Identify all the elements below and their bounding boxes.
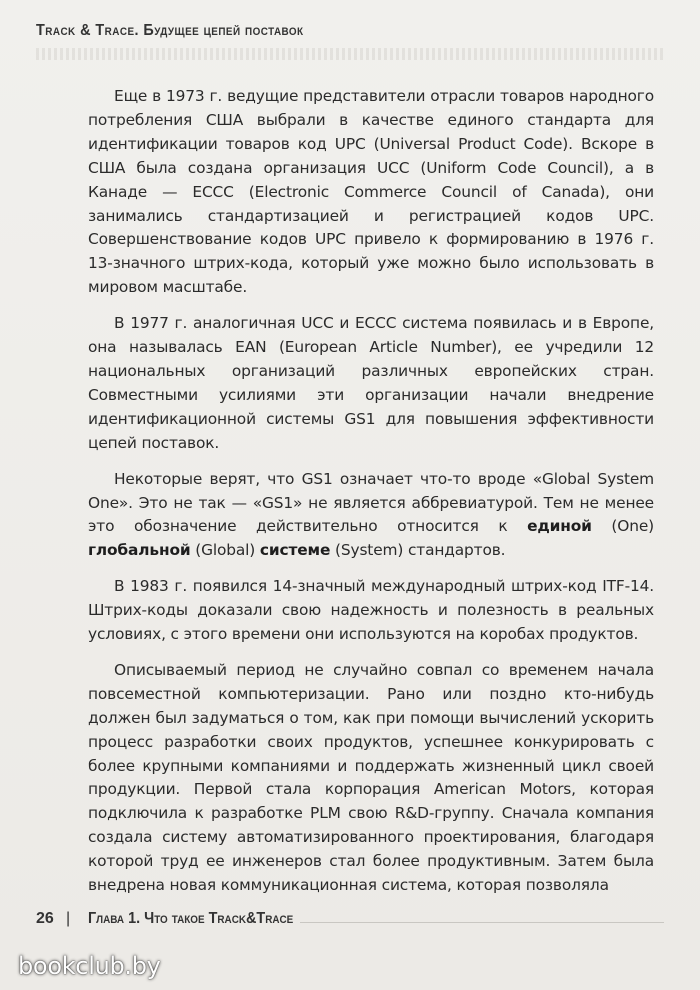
paragraph-3-text-2: (One) <box>591 517 654 536</box>
paragraph-5: Описываемый период не случайно совпал со временем начала повсеместной компьютеризации. Рано или поздно кто-нибудь должен был задуматься о том, как при помощи вычислений ускорить процесс разработки своих продуктов, успешнее конкурировать с более крупными компаниями и поддержать жизненный цикл своей продукции. Первой стала корпорация American Motors, которая подключила к разработке PLM свою R&D-группу. Сначала компания создала систему автоматизированного проектирования, благодаря которой труд ее инженеров стал более продуктивным. Затем была внедрена новая коммуникационная система, которая позволяла <box>88 660 654 895</box>
bold-term-system: системе <box>259 541 331 560</box>
footer-separator: | <box>66 910 71 927</box>
body-text <box>88 85 654 910</box>
page-number: 26 <box>36 910 54 927</box>
paragraph-3-text-3: (Global) <box>190 541 260 560</box>
bold-term-one: единой <box>527 517 592 536</box>
header-bleed-through <box>36 48 664 60</box>
paragraph-4: В 1983 г. появился 14-значный международный штрих-код ITF-14. Штрих-коды доказали свою надежность и полезность в реальных условиях, с этого времени они используются на коробах продуктов. <box>88 577 654 644</box>
paragraph-3-text-4: (System) стандартов. <box>330 541 506 560</box>
chapter-title: Глава 1. Что такое Track&Trace <box>88 910 294 927</box>
paragraph-1: Еще в 1973 г. ведущие представители отрасли товаров народного потребления США выбрали в качестве единого стандарта для идентификации товаров код UPC (Universal Product Code). Вскоре в США была создана организация UCC (Uniform Code Council), а в Канаде — ECCC (Electronic Commerce Council of Canada), они занимались стандартизацией и регистрацией кодов UPC. Совершенствование кодов UPC привело к формированию в 1976 г. 13-значного штрих-кода, который уже можно было использовать в мировом масштабе. <box>88 87 654 297</box>
running-head: Track & Trace. Будущее цепей поставок <box>36 22 304 39</box>
footer-divider <box>300 922 664 923</box>
bold-term-global: глобальной <box>88 541 191 560</box>
paragraph-2: В 1977 г. аналогичная UCC и ECCC система появилась и в Европе, она называлась EAN (European Article Number), ее учредили 12 национальных организаций различных европейских стран. Совместными усилиями эти организации начали внедрение идентификационной системы GS1 для повышения эффективности цепей поставок. <box>88 314 654 452</box>
paragraph-3-text-1: Некоторые верят, что GS1 означает что-то вроде «Global System One». Это не так — «GS1» не является аббревиатурой. Тем не менее это обозначение действительно относится к <box>88 469 654 536</box>
site-watermark: bookclub.by <box>18 952 161 980</box>
paragraph-3 <box>88 468 654 564</box>
